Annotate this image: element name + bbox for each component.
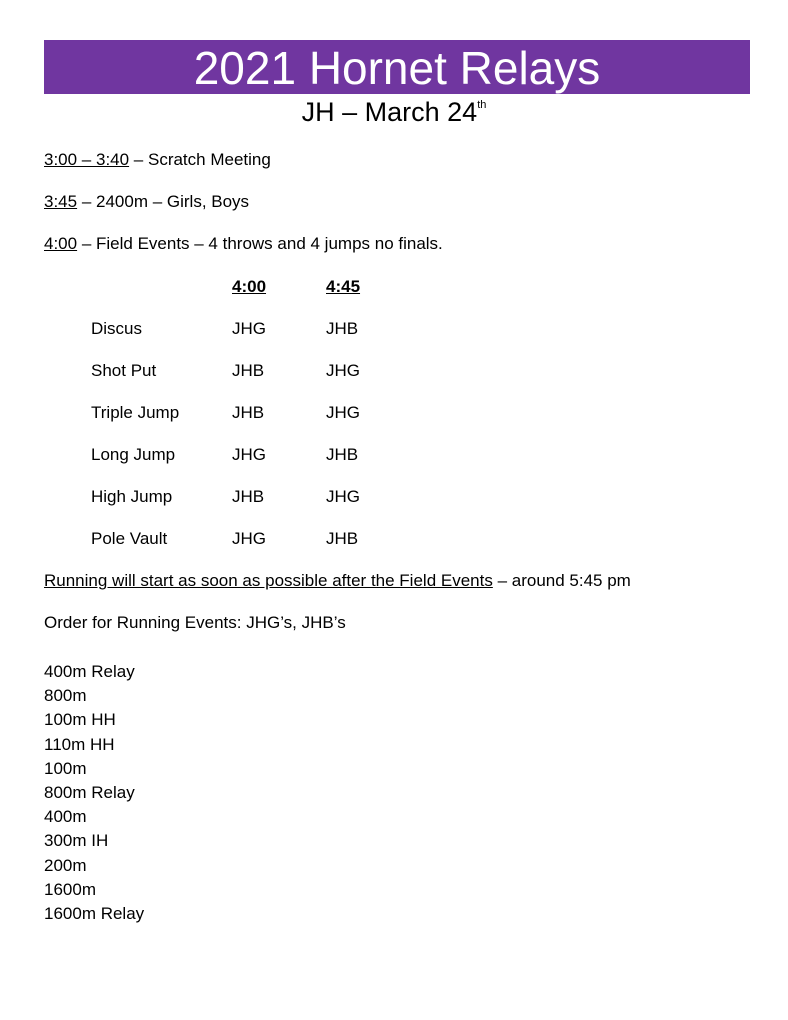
list-item: 400m	[44, 807, 87, 827]
list-item: 100m HH	[44, 710, 116, 730]
list-item: 100m	[44, 758, 87, 778]
page-subtitle	[0, 95, 788, 129]
slot-4-00: JHG	[232, 529, 266, 548]
table-header-4-45: 4:45	[326, 277, 361, 296]
schedule-item-field-events	[44, 234, 443, 254]
slot-4-45: JHB	[326, 445, 359, 464]
list-item: 110m HH	[44, 734, 115, 754]
slot-4-00: JHG	[232, 319, 266, 338]
slot-4-45: JHB	[326, 529, 359, 548]
list-item: 800m Relay	[44, 783, 135, 803]
event-name: Discus	[91, 319, 143, 338]
schedule-text: – 2400m – Girls, Boys	[77, 192, 250, 211]
schedule-item-scratch-meeting	[44, 150, 271, 170]
schedule-item-2400m	[44, 192, 249, 212]
event-name: Triple Jump	[91, 403, 180, 422]
event-name: High Jump	[91, 487, 173, 506]
page-title: 2021 Hornet Relays	[44, 40, 750, 94]
slot-4-45: JHB	[326, 319, 359, 338]
slot-4-00: JHB	[232, 361, 265, 380]
schedule-time: 4:00	[44, 234, 78, 253]
list-item: 800m	[44, 686, 87, 706]
slot-4-45: JHG	[326, 403, 360, 422]
event-name: Pole Vault	[91, 529, 168, 548]
event-name: Shot Put	[91, 361, 157, 380]
event-name: Long Jump	[91, 445, 176, 464]
slot-4-45: JHG	[326, 361, 360, 380]
list-item: 1600m	[44, 879, 96, 899]
running-start-underlined: Running will start as soon as possible after the Field Events	[44, 571, 493, 590]
slot-4-00: JHB	[232, 487, 265, 506]
schedule-time: 3:00 – 3:40	[44, 150, 130, 169]
slot-4-00: JHG	[232, 445, 266, 464]
running-order-note: Order for Running Events: JHG’s, JHB’s	[44, 613, 346, 632]
schedule-text: – Scratch Meeting	[129, 150, 271, 169]
list-item: 300m IH	[44, 831, 109, 851]
slot-4-45: JHG	[326, 487, 360, 506]
schedule-text: – Field Events – 4 throws and 4 jumps no finals.	[77, 234, 443, 253]
running-events-list	[44, 660, 144, 926]
list-item: 200m	[44, 855, 87, 875]
running-start-time: – around 5:45 pm	[492, 571, 631, 590]
table-header-4-00: 4:00	[232, 277, 267, 296]
schedule-time: 3:45	[44, 192, 78, 211]
subtitle-text: JH – March 24	[301, 97, 478, 127]
list-item: 400m Relay	[44, 662, 135, 681]
list-item: 1600m Relay	[44, 904, 145, 924]
running-start-note	[44, 571, 631, 591]
slot-4-00: JHB	[232, 403, 265, 422]
subtitle-superscript: th	[477, 99, 487, 111]
